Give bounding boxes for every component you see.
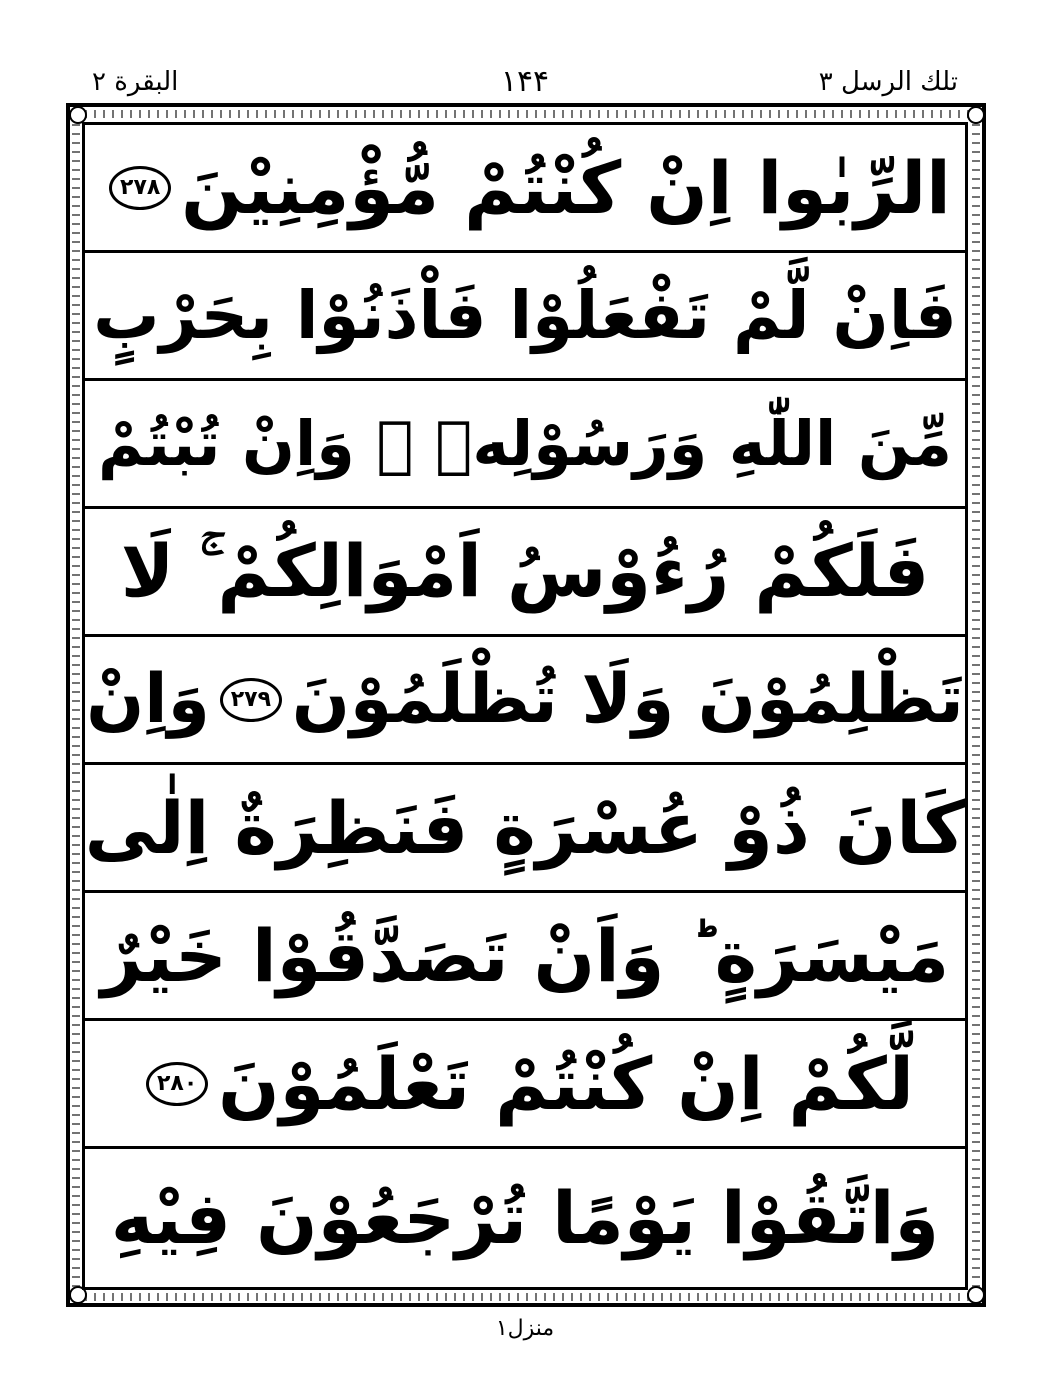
text-line-8: [85, 1021, 965, 1149]
line-5-text: تَظْلِمُوْنَ وَلَا تُظْلَمُوْنَ: [291, 660, 964, 739]
line-8-text: لَّكُمْ اِنْ كُنْتُمْ تَعْلَمُوْنَ: [218, 1041, 914, 1126]
border-ornament-right: [972, 115, 980, 1295]
border-ornament-bottom: [76, 1293, 976, 1301]
quran-text-block: [85, 125, 965, 1287]
juz-name-header: تلك الرسل ۳: [818, 67, 958, 97]
surah-name-header: البقرة ۲: [92, 67, 179, 97]
text-line-7: [85, 893, 965, 1021]
text-line-2: [85, 253, 965, 381]
text-line-5: [85, 637, 965, 765]
border-ornament-left: [72, 115, 80, 1295]
text-line-6: [85, 765, 965, 893]
text-line-3: [85, 381, 965, 509]
ayah-number-marker: ۲۸۰: [146, 1062, 208, 1106]
text-line-9: [85, 1149, 965, 1287]
corner-ornament-bottom-right: [967, 1286, 985, 1304]
manzil-footer: منزل۱: [495, 1316, 555, 1341]
text-line-1: [85, 125, 965, 253]
ayah-number-marker: ۲۷۸: [109, 166, 171, 210]
line-3-text: مِّنَ اللّٰهِ وَرَسُوْلِهٖ ۚ وَاِنْ تُبْتُمْ: [97, 407, 953, 480]
border-ornament-top: [76, 110, 976, 118]
line-1-text: الرِّبٰوا اِنْ كُنْتُمْ مُّؤْمِنِيْنَ: [181, 145, 951, 230]
ayah-number-marker: ۲۷۹: [220, 678, 282, 722]
corner-ornament-top-right: [967, 106, 985, 124]
page-number: ۱۴۴: [500, 64, 550, 99]
line-2-text: فَاِنْ لَّمْ تَفْعَلُوْا فَاْذَنُوْا بِحَرْبٍ: [93, 277, 957, 354]
line-7-text: مَيْسَرَةٍ ؕ وَاَنْ تَصَدَّقُوْا خَيْرٌ: [100, 913, 950, 998]
line-5-text-after: وَاِنْ: [86, 660, 210, 739]
line-6-text: كَانَ ذُوْ عُسْرَةٍ فَنَظِرَةٌ اِلٰى: [84, 785, 966, 870]
text-line-4: [85, 509, 965, 637]
line-4-text: فَلَكُمْ رُءُوْسُ اَمْوَالِكُمْ ۚ لَا: [120, 528, 930, 613]
line-9-text: وَاتَّقُوْا يَوْمًا تُرْجَعُوْنَ فِيْهِ: [110, 1176, 940, 1260]
